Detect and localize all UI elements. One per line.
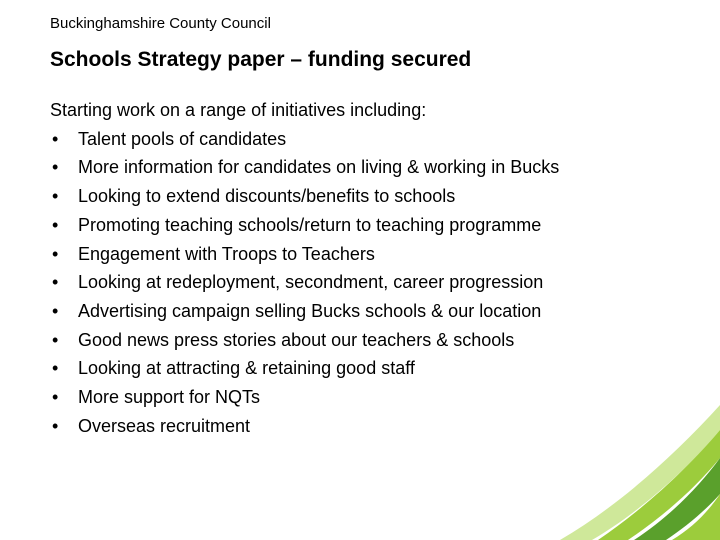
list-item bbox=[50, 354, 690, 383]
bullet-icon: • bbox=[52, 387, 59, 408]
list-item bbox=[50, 182, 690, 211]
list-item-text: Talent pools of candidates bbox=[78, 128, 287, 149]
list-item-text: Looking to extend discounts/benefits to schools bbox=[78, 186, 456, 207]
bullet-icon: • bbox=[52, 243, 59, 264]
intro-text: Starting work on a range of initiatives including: bbox=[50, 100, 427, 120]
list-item-text: Looking at attracting & retaining good staff bbox=[78, 358, 415, 379]
bullet-icon: • bbox=[52, 186, 59, 207]
organisation-name: Buckinghamshire County Council bbox=[50, 15, 271, 32]
list-item-text: More support for NQTs bbox=[78, 387, 261, 408]
list-item-text: Overseas recruitment bbox=[78, 415, 251, 436]
bullet-icon: • bbox=[52, 214, 59, 235]
list-item bbox=[50, 326, 690, 355]
bullet-icon: • bbox=[52, 329, 59, 350]
green-swoosh-icon bbox=[520, 390, 720, 540]
slide-body bbox=[50, 96, 690, 440]
list-item-text: Good news press stories about our teachers & schools bbox=[78, 329, 515, 350]
list-item-text: Looking at redeployment, secondment, career progression bbox=[78, 272, 544, 293]
slide-title: Schools Strategy paper – funding secured bbox=[50, 48, 472, 71]
bullet-icon: • bbox=[52, 128, 59, 149]
list-item bbox=[50, 125, 690, 154]
bullet-icon: • bbox=[52, 157, 59, 178]
list-item bbox=[50, 153, 690, 182]
bullet-icon: • bbox=[52, 300, 59, 321]
list-item bbox=[50, 297, 690, 326]
list-item-text: Advertising campaign selling Bucks schools & our location bbox=[78, 300, 542, 321]
bullet-icon: • bbox=[52, 358, 59, 379]
list-item-text: Engagement with Troops to Teachers bbox=[78, 243, 375, 264]
list-item-text: More information for candidates on living & working in Bucks bbox=[78, 157, 560, 178]
bullet-icon: • bbox=[52, 272, 59, 293]
list-item bbox=[50, 268, 690, 297]
list-item-text: Promoting teaching schools/return to teaching programme bbox=[78, 214, 542, 235]
list-item bbox=[50, 240, 690, 269]
list-item bbox=[50, 211, 690, 240]
bullet-icon: • bbox=[52, 415, 59, 436]
